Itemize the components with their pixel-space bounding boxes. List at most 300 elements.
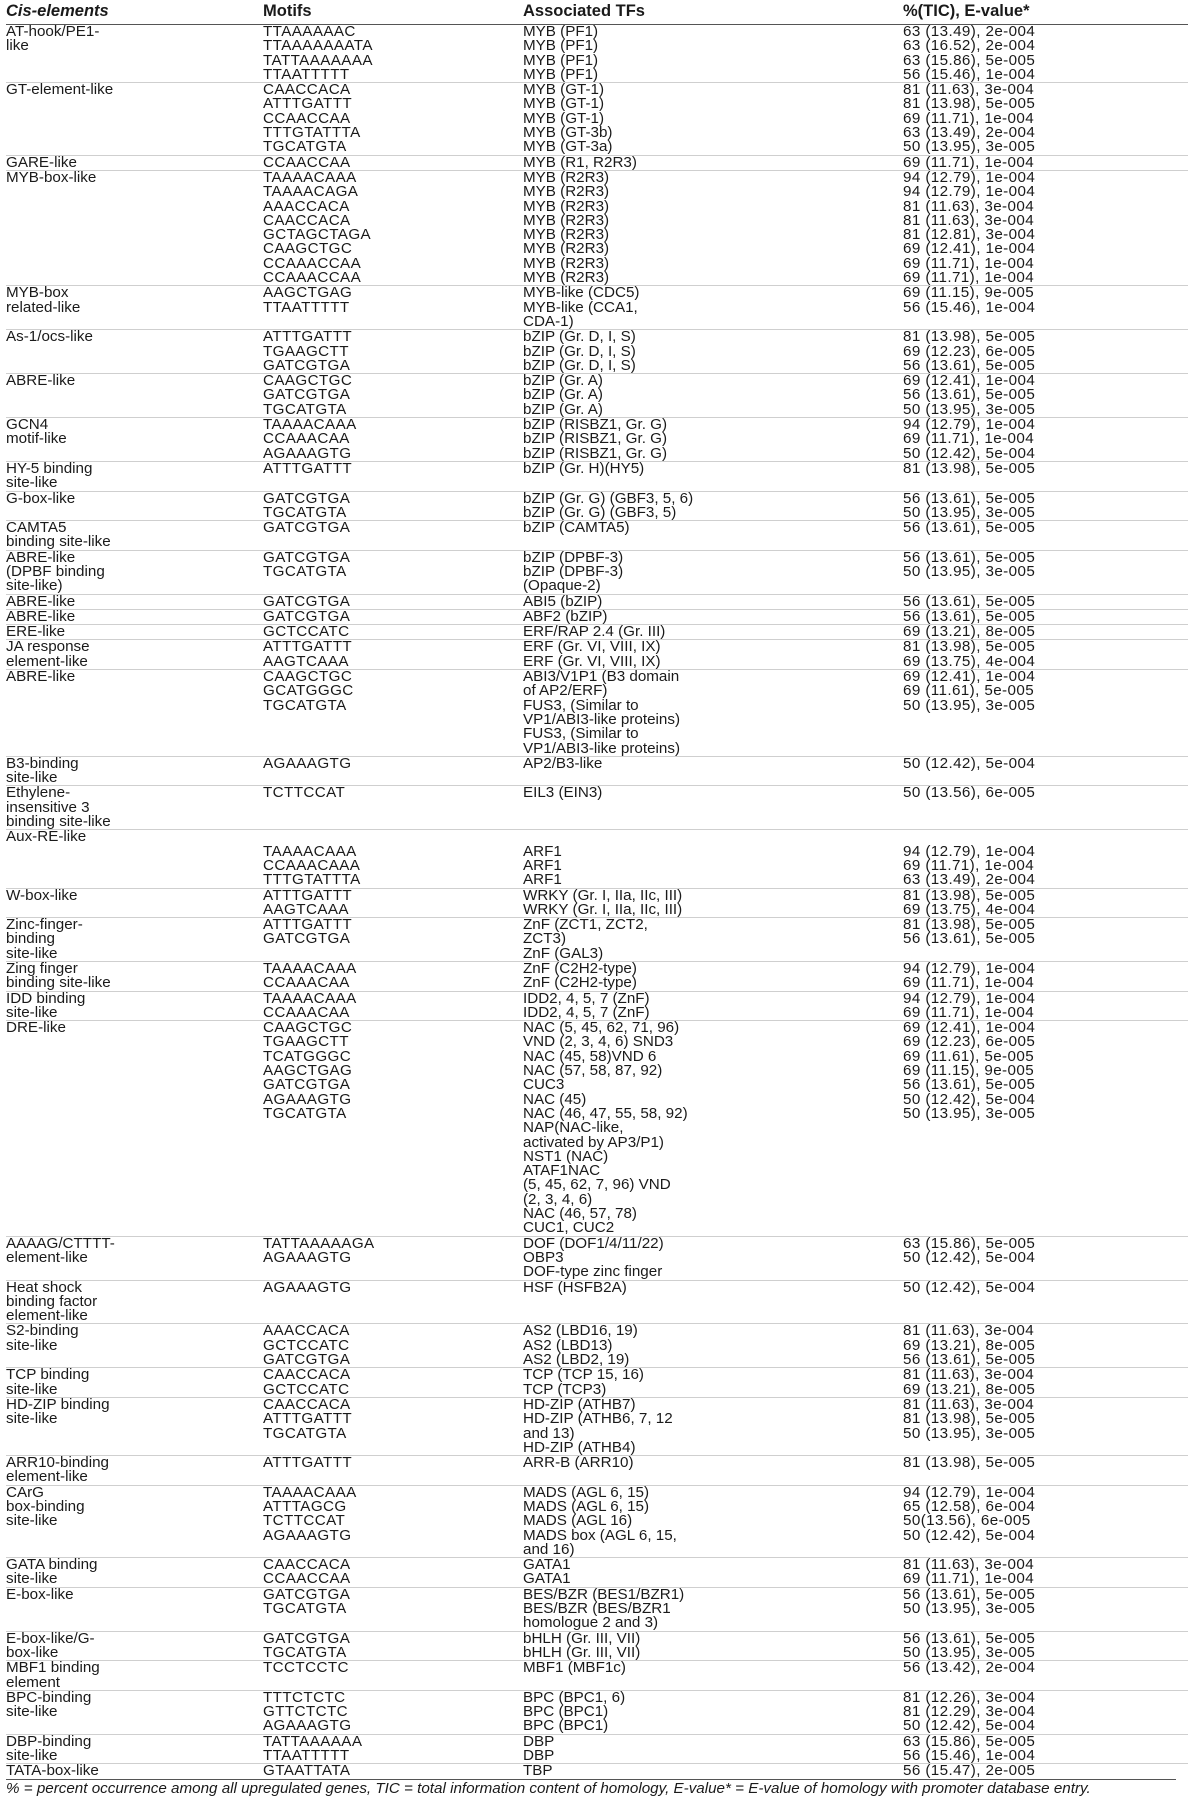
- cell-cis-element: like: [6, 37, 29, 55]
- cell-associated-tf: MADS box (AGL 6, 15,: [523, 1526, 677, 1544]
- cell-tic-evalue: 56 (13.61), 5e-005: [903, 1585, 1036, 1603]
- table-row: [6, 579, 1188, 593]
- cell-tic-evalue: 50 (13.95), 3e-005: [903, 696, 1036, 714]
- cell-motif: GCTCCATC: [263, 623, 350, 641]
- cell-associated-tf: (2, 3, 4, 6): [523, 1190, 593, 1208]
- cell-associated-tf: BES/BZR (BES1/BZR1): [523, 1585, 685, 1603]
- cell-associated-tf: BPC (BPC1): [523, 1703, 609, 1721]
- cell-motif: TCCTCCTC: [263, 1659, 349, 1677]
- cell-motif: AGAAAGTG: [263, 1526, 352, 1544]
- cell-motif: AGAAAGTG: [263, 1278, 352, 1296]
- table-row: [6, 1309, 1188, 1323]
- cell-associated-tf: FUS3, (Similar to: [523, 725, 639, 743]
- table-row: [6, 944, 1188, 962]
- table-row: [6, 1763, 1188, 1778]
- cell-motif: TTTCTCTC: [263, 1688, 346, 1706]
- cell-associated-tf: DOF-type zinc finger: [523, 1263, 663, 1281]
- cell-motif: TTTGTATTTA: [263, 124, 361, 142]
- cell-cis-element: CArG: [6, 1483, 44, 1501]
- cell-associated-tf: (5, 45, 62, 7, 96) VND: [523, 1176, 671, 1194]
- cell-tic-evalue: 63 (13.49), 2e-004: [903, 124, 1036, 142]
- table-row: [6, 756, 1188, 771]
- cell-associated-tf: MADS (AGL 16): [523, 1512, 633, 1530]
- table-row: [6, 785, 1188, 800]
- cell-tic-evalue: 69 (11.71), 1e-004: [903, 856, 1035, 874]
- cell-motif: TAAAACAAA: [263, 168, 357, 186]
- cell-motif: ATTTGATTT: [263, 916, 353, 934]
- cell-associated-tf: bZIP (CAMTA5): [523, 519, 630, 537]
- cell-motif: AAGCTGAG: [263, 284, 353, 302]
- table-header: [6, 0, 1188, 25]
- cell-tic-evalue: 69 (11.71), 1e-004: [903, 109, 1035, 127]
- cell-associated-tf: MADS (AGL 6, 15): [523, 1497, 650, 1515]
- cell-associated-tf: bZIP (DPBF-3): [523, 548, 624, 566]
- cell-associated-tf: HD-ZIP (ATHB4): [523, 1438, 636, 1456]
- cell-cis-element: IDD binding: [6, 989, 86, 1007]
- cell-associated-tf: MYB (GT-3b): [523, 124, 613, 142]
- cell-motif: TTAAAAAAC: [263, 23, 356, 40]
- cell-tic-evalue: 50 (13.95), 3e-005: [903, 138, 1036, 156]
- cell-motif: CCAACCAA: [263, 153, 351, 171]
- cell-associated-tf: AS2 (LBD2, 19): [523, 1351, 630, 1369]
- cell-tic-evalue: 56 (13.61), 5e-005: [903, 1076, 1036, 1094]
- cell-tic-evalue: 56 (15.46), 1e-004: [903, 298, 1036, 316]
- cell-tic-evalue: 56 (13.61), 5e-005: [903, 489, 1036, 507]
- cell-tic-evalue: 50(13.56), 6e-005: [903, 1512, 1031, 1530]
- cell-motif: TGAAGCTT: [263, 1033, 349, 1051]
- cell-tic-evalue: 81 (11.63), 3e-004: [903, 1395, 1035, 1413]
- cell-motif: GATCGTGA: [263, 519, 351, 537]
- cell-motif: AGAAAGTG: [263, 754, 352, 772]
- cell-tic-evalue: 56 (13.61), 5e-005: [903, 592, 1036, 610]
- cell-motif: CCAAACAA: [263, 1003, 350, 1021]
- cell-motif: TAAAACAGA: [263, 183, 359, 201]
- cell-tic-evalue: 69 (11.71), 1e-004: [903, 1003, 1035, 1021]
- cell-cis-element: JA response: [6, 638, 90, 656]
- cell-motif: GATCGTGA: [263, 607, 351, 625]
- cell-associated-tf: (Opaque-2): [523, 577, 601, 595]
- cell-tic-evalue: 50 (13.95), 3e-005: [903, 1600, 1036, 1618]
- cell-cis-element: GT-element-like: [6, 81, 114, 99]
- cell-tic-evalue: 56 (15.46), 1e-004: [903, 1747, 1036, 1765]
- cell-associated-tf: MYB (R1, R2R3): [523, 153, 637, 171]
- cell-motif: GCTCCATC: [263, 1336, 350, 1354]
- cell-associated-tf: BES/BZR (BES/BZR1: [523, 1600, 671, 1618]
- cell-motif: AAGTCAAA: [263, 652, 349, 670]
- cell-cis-element: motif-like: [6, 430, 67, 448]
- cell-associated-tf: bHLH (Gr. III, VII): [523, 1643, 641, 1661]
- cell-cis-element: ABRE-like: [6, 372, 76, 390]
- cell-associated-tf: bZIP (Gr. G) (GBF3, 5): [523, 503, 677, 521]
- cell-cis-element: binding site-like: [6, 974, 111, 992]
- cell-tic-evalue: 50 (13.95), 3e-005: [903, 503, 1036, 521]
- table-page: [6, 0, 1188, 1796]
- cell-cis-element: site-like: [6, 944, 58, 962]
- table-row: [6, 1280, 1188, 1295]
- table-row: [6, 1455, 1188, 1470]
- table-row: [6, 873, 1188, 887]
- table-row: [6, 1470, 1188, 1484]
- cell-tic-evalue: 50 (13.95), 3e-005: [903, 1643, 1036, 1661]
- cell-associated-tf: ZnF (GAL3): [523, 944, 604, 962]
- cell-motif: GATCGTGA: [263, 386, 351, 404]
- cell-cis-element: element: [6, 1673, 61, 1691]
- cell-associated-tf: of AP2/ERF): [523, 682, 608, 700]
- cell-tic-evalue: 56 (13.42), 2e-004: [903, 1659, 1036, 1677]
- cell-tic-evalue: 81 (13.98), 5e-005: [903, 1410, 1036, 1428]
- cell-tic-evalue: 81 (11.63), 3e-004: [903, 1556, 1035, 1574]
- table-row: [6, 1438, 1188, 1456]
- table-row: [6, 356, 1188, 374]
- cell-cis-element: MYB-box: [6, 284, 69, 302]
- cell-associated-tf: MYB (R2R3): [523, 211, 610, 229]
- header-motifs: Motifs: [263, 2, 312, 20]
- table-row: [6, 1616, 1188, 1630]
- cell-cis-element: AT-hook/PE1-: [6, 23, 100, 40]
- cell-motif: CAAGCTGC: [263, 372, 353, 390]
- cell-associated-tf: OBP3: [523, 1248, 564, 1266]
- cell-associated-tf: CUC3: [523, 1076, 565, 1094]
- cell-tic-evalue: 50 (13.95), 3e-005: [903, 1104, 1036, 1122]
- table-body: [6, 25, 1188, 1779]
- cell-motif: GATCGTGA: [263, 356, 351, 374]
- cell-associated-tf: homologue 2 and 3): [523, 1614, 659, 1632]
- cell-tic-evalue: 56 (13.61), 5e-005: [903, 386, 1036, 404]
- cell-cis-element: G-box-like: [6, 489, 76, 507]
- table-row: [6, 271, 1188, 285]
- cell-tic-evalue: 69 (11.15), 9e-005: [903, 284, 1035, 302]
- cell-tic-evalue: 81 (13.98), 5e-005: [903, 328, 1036, 346]
- cell-motif: TGCATGTA: [263, 1104, 347, 1122]
- cell-associated-tf: ERF (Gr. VI, VIII, IX): [523, 652, 661, 670]
- cell-cis-element: MYB-box-like: [6, 168, 97, 186]
- table-row: [6, 1643, 1188, 1661]
- cell-tic-evalue: 63 (15.86), 5e-005: [903, 1234, 1036, 1252]
- cell-tic-evalue: 81 (11.63), 3e-004: [903, 81, 1035, 99]
- cell-associated-tf: FUS3, (Similar to: [523, 696, 639, 714]
- cell-tic-evalue: 56 (13.61), 5e-005: [903, 930, 1036, 948]
- cell-associated-tf: EIL3 (EIN3): [523, 784, 603, 802]
- cell-associated-tf: BPC (BPC1): [523, 1717, 609, 1735]
- cell-cis-element: element-like: [6, 1248, 88, 1266]
- cell-cis-element: GATA binding: [6, 1556, 98, 1574]
- table-row: [6, 312, 1188, 330]
- cell-tic-evalue: 69 (11.61), 5e-005: [903, 1047, 1035, 1065]
- cell-associated-tf: NAC (46, 47, 55, 58, 92): [523, 1104, 688, 1122]
- cell-motif: ATTTGATTT: [263, 1454, 353, 1472]
- cell-motif: TCTTCCAT: [263, 784, 346, 802]
- cell-motif: GCATGGGC: [263, 682, 354, 700]
- cell-associated-tf: DOF (DOF1/4/11/22): [523, 1234, 664, 1252]
- cell-tic-evalue: 69 (11.61), 5e-005: [903, 682, 1035, 700]
- cell-cis-element: site-like: [6, 1380, 58, 1398]
- cell-motif: AGAAAGTG: [263, 1248, 352, 1266]
- cell-associated-tf: MYB (PF1): [523, 23, 599, 40]
- cell-associated-tf: ZnF (C2H2-type): [523, 974, 637, 992]
- cell-tic-evalue: 69 (12.41), 1e-004: [903, 1019, 1036, 1037]
- table-row: [6, 1719, 1188, 1733]
- table-row: [6, 1526, 1188, 1544]
- cell-cis-element: binding factor: [6, 1292, 98, 1310]
- cell-associated-tf: ZCT3): [523, 930, 567, 948]
- cell-cis-element: ABRE-like: [6, 607, 76, 625]
- cell-motif: ATTTGATTT: [263, 1410, 353, 1428]
- cell-tic-evalue: 63 (13.49), 2e-004: [903, 23, 1036, 40]
- cell-tic-evalue: 81 (13.98), 5e-005: [903, 1454, 1036, 1472]
- cell-cis-element: Ethylene-: [6, 784, 71, 802]
- cell-tic-evalue: 65 (12.58), 6e-004: [903, 1497, 1036, 1515]
- cell-tic-evalue: 50 (13.95), 3e-005: [903, 1424, 1036, 1442]
- cell-cis-element: CAMTA5: [6, 519, 67, 537]
- cell-motif: CCAAACAA: [263, 974, 350, 992]
- cell-motif: TAAAACAAA: [263, 989, 357, 1007]
- cell-cis-element: DRE-like: [6, 1019, 66, 1037]
- cell-associated-tf: MYB (GT-1): [523, 81, 605, 99]
- cell-cis-element: As-1/ocs-like: [6, 328, 93, 346]
- cell-tic-evalue: 56 (13.61), 5e-005: [903, 548, 1036, 566]
- cell-motif: AGAAAGTG: [263, 1717, 352, 1735]
- cell-associated-tf: ABI5 (bZIP): [523, 592, 603, 610]
- cell-tic-evalue: 69 (11.71), 1e-004: [903, 430, 1035, 448]
- cell-motif: AAACCACA: [263, 197, 350, 215]
- cell-motif: GCTCCATC: [263, 1380, 350, 1398]
- cell-tic-evalue: 56 (13.61), 5e-005: [903, 607, 1036, 625]
- cell-tic-evalue: 69 (13.21), 8e-005: [903, 1380, 1036, 1398]
- cell-cis-element: S2-binding: [6, 1322, 79, 1340]
- cell-tic-evalue: 69 (11.71), 1e-004: [903, 254, 1035, 272]
- cell-cis-element: Aux-RE-like: [6, 828, 87, 846]
- cell-motif: TAAAACAAA: [263, 960, 357, 977]
- cell-motif: AAACCACA: [263, 1322, 350, 1340]
- cell-associated-tf: GATA1: [523, 1570, 571, 1588]
- cell-cis-element: site-like: [6, 474, 58, 492]
- table-row: [6, 976, 1188, 990]
- cell-associated-tf: activated by AP3/P1): [523, 1133, 664, 1151]
- cell-associated-tf: ARR-B (ARR10): [523, 1454, 634, 1472]
- cell-motif: GATCGTGA: [263, 1076, 351, 1094]
- cell-motif: ATTTGATTT: [263, 95, 353, 113]
- cell-motif: CAACCACA: [263, 1556, 351, 1574]
- cell-tic-evalue: 56 (13.61), 5e-005: [903, 356, 1036, 374]
- cell-associated-tf: TCP (TCP 15, 16): [523, 1366, 644, 1384]
- cell-motif: CCAAACAAA: [263, 856, 361, 874]
- cell-motif: GTAATTATA: [263, 1762, 351, 1780]
- cell-associated-tf: NAC (46, 57, 78): [523, 1205, 637, 1223]
- header-tic-evalue: %(TIC), E-value*: [903, 2, 1030, 20]
- cell-cis-element: TATA-box-like: [6, 1762, 99, 1780]
- cell-tic-evalue: 81 (11.63), 3e-004: [903, 197, 1035, 215]
- cell-motif: TTAATTTTT: [263, 65, 350, 83]
- cell-tic-evalue: 94 (12.79), 1e-004: [903, 842, 1036, 860]
- cell-associated-tf: MYB (PF1): [523, 51, 599, 69]
- cell-associated-tf: ARF1: [523, 871, 562, 889]
- cell-associated-tf: VND (2, 3, 4, 6) SND3: [523, 1033, 674, 1051]
- cell-motif: TAAAACAAA: [263, 416, 357, 434]
- cell-motif: CAACCACA: [263, 1395, 351, 1413]
- cell-associated-tf: MYB-like (CCA1,: [523, 298, 638, 316]
- cell-tic-evalue: 94 (12.79), 1e-004: [903, 416, 1036, 434]
- cell-motif: AAGTCAAA: [263, 900, 349, 918]
- cell-motif: TGCATGTA: [263, 1643, 347, 1661]
- cell-motif: GATCGTGA: [263, 930, 351, 948]
- cell-motif: TGCATGTA: [263, 696, 347, 714]
- cell-associated-tf: ERF/RAP 2.4 (Gr. III): [523, 623, 666, 641]
- cell-tic-evalue: 69 (12.41), 1e-004: [903, 240, 1036, 258]
- header-associated-tfs: Associated TFs: [523, 2, 645, 20]
- cell-associated-tf: MYB (GT-1): [523, 109, 605, 127]
- cell-associated-tf: bZIP (Gr. A): [523, 372, 603, 390]
- cell-motif: CAAGCTGC: [263, 1019, 353, 1037]
- cell-tic-evalue: 69 (12.41), 1e-004: [903, 668, 1036, 686]
- cell-associated-tf: WRKY (Gr. I, IIa, IIc, III): [523, 886, 683, 904]
- cell-motif: TGCATGTA: [263, 503, 347, 521]
- cell-cis-element: HY-5 binding: [6, 459, 93, 477]
- cell-associated-tf: VP1/ABI3-like proteins): [523, 739, 681, 757]
- cell-associated-tf: ARF1: [523, 856, 562, 874]
- cell-cis-element: element-like: [6, 652, 88, 670]
- cell-tic-evalue: 69 (12.23), 6e-005: [903, 1033, 1036, 1051]
- cell-tic-evalue: 69 (11.15), 9e-005: [903, 1062, 1035, 1080]
- cell-associated-tf: NAC (57, 58, 87, 92): [523, 1062, 663, 1080]
- cell-motif: GATCGTGA: [263, 592, 351, 610]
- cell-motif: TTTGTATTTA: [263, 871, 361, 889]
- cell-associated-tf: DBP: [523, 1732, 555, 1750]
- cell-associated-tf: and 13): [523, 1424, 575, 1442]
- cell-associated-tf: bZIP (RISBZ1, Gr. G): [523, 416, 668, 434]
- cell-motif: TCTTCCAT: [263, 1512, 346, 1530]
- cell-motif: TTAAAAAAATA: [263, 37, 373, 55]
- cell-associated-tf: bZIP (Gr. G) (GBF3, 5, 6): [523, 489, 694, 507]
- cell-tic-evalue: 50 (13.56), 6e-005: [903, 784, 1036, 802]
- table-row: [6, 400, 1188, 418]
- cell-associated-tf: ERF (Gr. VI, VIII, IX): [523, 638, 661, 656]
- cell-cis-element: Zing finger: [6, 960, 78, 977]
- cell-cis-element: site-like: [6, 1512, 58, 1530]
- cell-cis-element: site-like: [6, 1003, 58, 1021]
- table-row: [6, 155, 1188, 170]
- cell-associated-tf: bZIP (Gr. D, I, S): [523, 356, 636, 374]
- cell-tic-evalue: 50 (13.95), 3e-005: [903, 400, 1036, 418]
- cell-tic-evalue: 69 (11.71), 1e-004: [903, 153, 1035, 171]
- cell-cis-element: box-like: [6, 1643, 59, 1661]
- cell-associated-tf: MADS (AGL 6, 15): [523, 1483, 650, 1501]
- cell-associated-tf: MBF1 (MBF1c): [523, 1659, 626, 1677]
- cell-associated-tf: bZIP (RISBZ1, Gr. G): [523, 430, 668, 448]
- cell-cis-element: B3-binding: [6, 754, 79, 772]
- cell-associated-tf: AS2 (LBD13): [523, 1336, 613, 1354]
- cell-associated-tf: NST1 (NAC): [523, 1147, 609, 1165]
- cell-motif: CAAGCTGC: [263, 668, 353, 686]
- table-row: [6, 444, 1188, 462]
- cell-tic-evalue: 94 (12.79), 1e-004: [903, 1483, 1036, 1501]
- cell-motif: CCAAACAA: [263, 430, 350, 448]
- cell-motif: ATTTGATTT: [263, 886, 353, 904]
- cell-associated-tf: HD-ZIP (ATHB7): [523, 1395, 636, 1413]
- table-row: [6, 900, 1188, 918]
- cell-tic-evalue: 81 (11.63), 3e-004: [903, 1366, 1035, 1384]
- cell-tic-evalue: 94 (12.79), 1e-004: [903, 168, 1036, 186]
- cell-associated-tf: bZIP (RISBZ1, Gr. G): [523, 444, 668, 462]
- cell-tic-evalue: 81 (12.26), 3e-004: [903, 1688, 1036, 1706]
- cell-tic-evalue: 69 (11.71), 1e-004: [903, 974, 1035, 992]
- cell-tic-evalue: 50 (12.42), 5e-004: [903, 1717, 1036, 1735]
- table-footnote: [6, 1779, 1176, 1796]
- cell-tic-evalue: 69 (11.71), 1e-004: [903, 269, 1035, 287]
- cell-tic-evalue: 81 (11.63), 3e-004: [903, 211, 1035, 229]
- cell-cis-element: site-like): [6, 577, 63, 595]
- cell-tic-evalue: 63 (15.86), 5e-005: [903, 1732, 1036, 1750]
- cell-cis-element: GARE-like: [6, 153, 77, 171]
- cell-motif: TAAAACAAA: [263, 842, 357, 860]
- cell-cis-element: Heat shock: [6, 1278, 82, 1296]
- cell-associated-tf: MYB (R2R3): [523, 168, 610, 186]
- table-row: [6, 1540, 1188, 1558]
- cell-cis-element: binding site-like: [6, 813, 111, 831]
- cell-associated-tf: HD-ZIP (ATHB6, 7, 12: [523, 1410, 673, 1428]
- table-row: [6, 1221, 1188, 1235]
- table-row: [6, 624, 1188, 639]
- cell-cis-element: GCN4: [6, 416, 49, 434]
- table-row: [6, 535, 1188, 549]
- cell-associated-tf: HSF (HSFB2A): [523, 1278, 627, 1296]
- table-row: [6, 594, 1188, 609]
- cell-motif: TGCATGTA: [263, 138, 347, 156]
- cell-cis-element: (DPBF binding: [6, 562, 105, 580]
- table-row: [6, 140, 1188, 154]
- table-row: [6, 461, 1188, 476]
- cell-cis-element: site-like: [6, 1570, 58, 1588]
- table-row: [6, 1353, 1188, 1367]
- cell-tic-evalue: 50 (12.42), 5e-004: [903, 1526, 1036, 1544]
- cell-associated-tf: MYB (R2R3): [523, 269, 610, 287]
- cell-cis-element: box-binding: [6, 1497, 85, 1515]
- cell-associated-tf: ATAF1NAC: [523, 1162, 601, 1180]
- table-row: [6, 1265, 1188, 1279]
- table-row: [6, 1178, 1188, 1192]
- cell-motif: CAAGCTGC: [263, 240, 353, 258]
- cell-cis-element: MBF1 binding: [6, 1659, 100, 1677]
- table-row: [6, 1572, 1188, 1586]
- cell-motif: ATTTAGCG: [263, 1497, 347, 1515]
- cell-tic-evalue: 81 (12.81), 3e-004: [903, 226, 1036, 244]
- cell-cis-element: ARR10-binding: [6, 1454, 109, 1472]
- cell-cis-element: site-like: [6, 769, 58, 787]
- cell-motif: TGCATGTA: [263, 400, 347, 418]
- cell-associated-tf: bZIP (Gr. H)(HY5): [523, 459, 645, 477]
- cell-cis-element: ABRE-like: [6, 548, 76, 566]
- cell-cis-element: binding site-like: [6, 533, 111, 551]
- cell-associated-tf: DBP: [523, 1747, 555, 1765]
- table-row: [6, 1380, 1188, 1398]
- cell-cis-element: ABRE-like: [6, 592, 76, 610]
- cell-associated-tf: GATA1: [523, 1556, 571, 1574]
- cell-cis-element: related-like: [6, 298, 81, 316]
- cell-tic-evalue: 56 (15.46), 1e-004: [903, 65, 1036, 83]
- cell-associated-tf: IDD2, 4, 5, 7 (ZnF): [523, 1003, 650, 1021]
- table-row: [6, 652, 1188, 670]
- table-row: [6, 1660, 1188, 1675]
- cell-cis-element: Zinc-finger-: [6, 916, 83, 934]
- cell-associated-tf: bZIP (Gr. A): [523, 386, 603, 404]
- cell-motif: ATTTGATTT: [263, 638, 353, 656]
- cell-cis-element: site-like: [6, 1336, 58, 1354]
- cell-associated-tf: MYB (R2R3): [523, 226, 610, 244]
- cell-tic-evalue: 50 (12.42), 5e-004: [903, 1278, 1036, 1296]
- cell-tic-evalue: 56 (13.61), 5e-005: [903, 1629, 1036, 1647]
- table-row: [6, 609, 1188, 624]
- cell-associated-tf: TCP (TCP3): [523, 1380, 607, 1398]
- cell-motif: GATCGTGA: [263, 1351, 351, 1369]
